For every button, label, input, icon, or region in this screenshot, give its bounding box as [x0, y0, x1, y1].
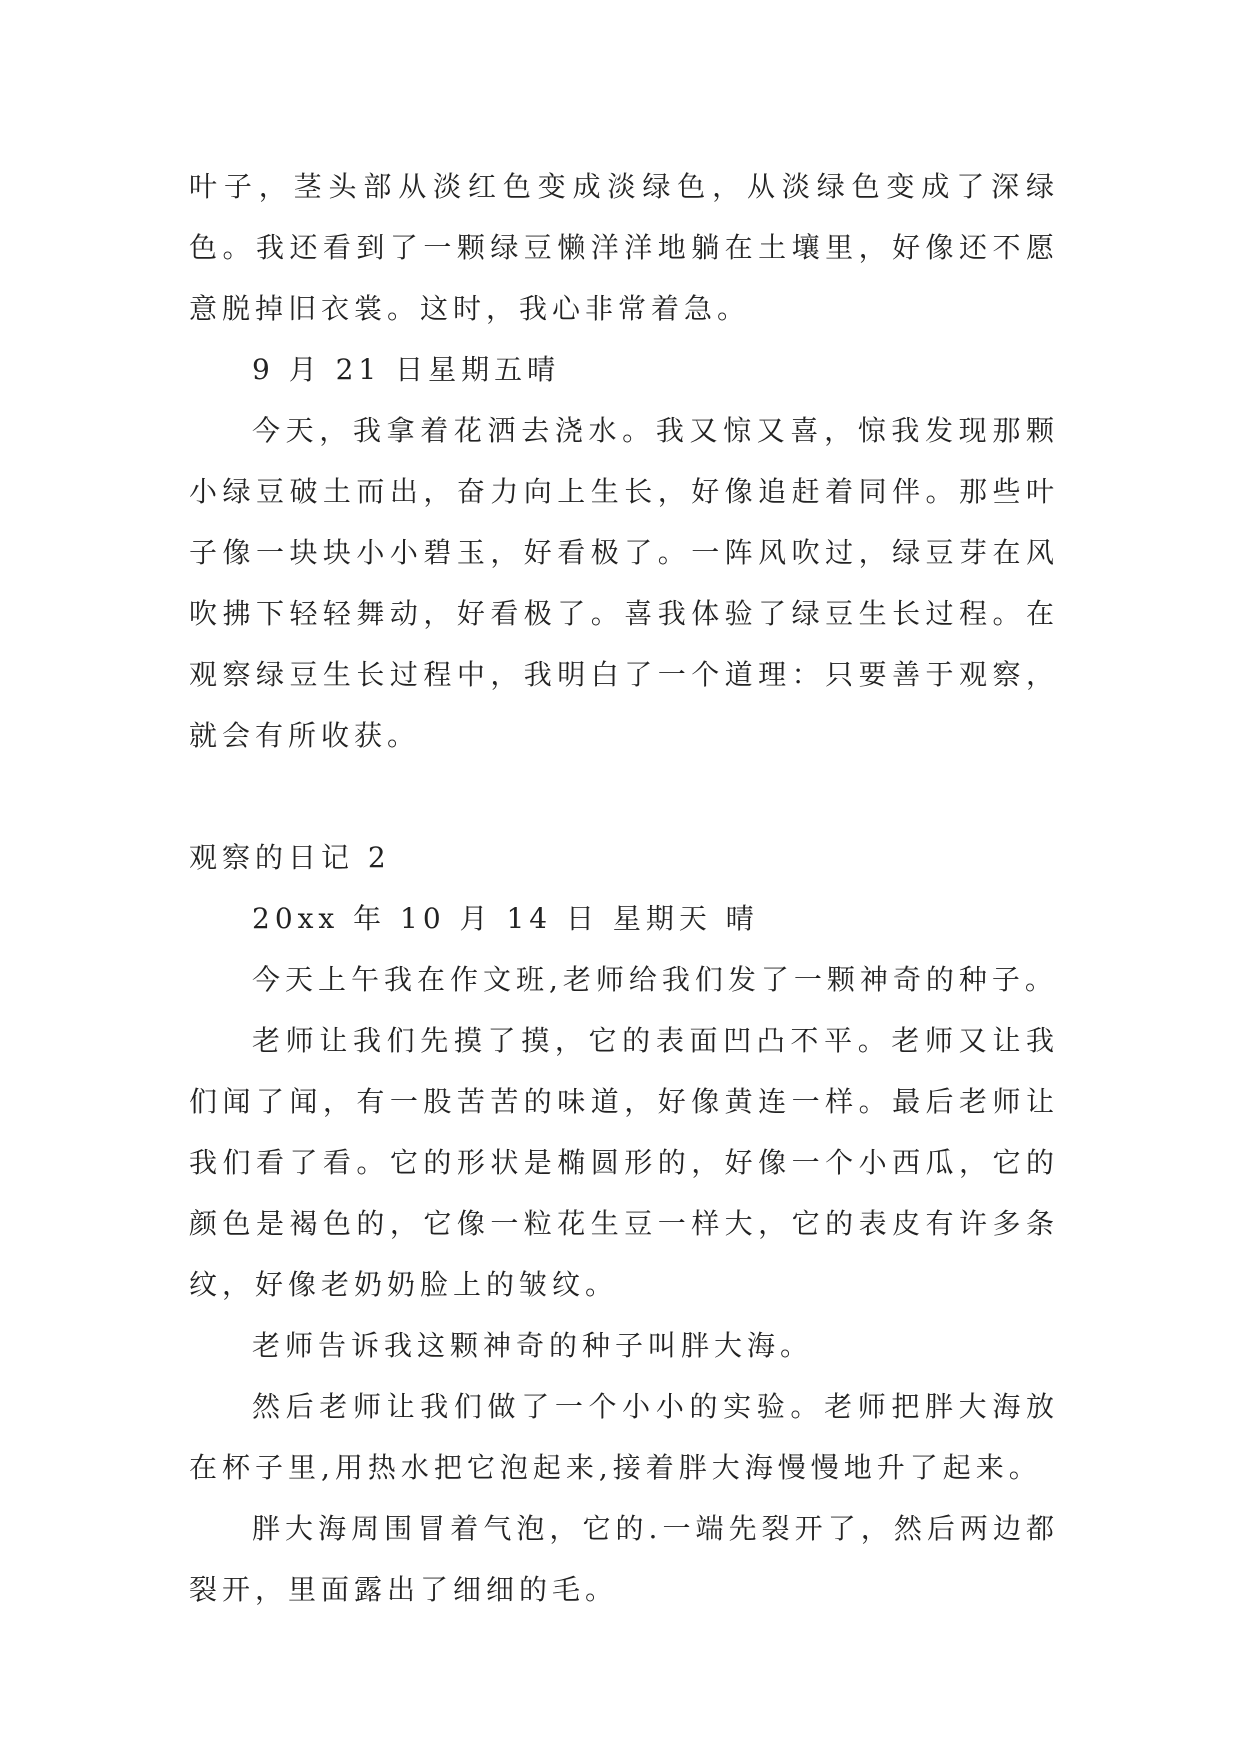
diary-date-line: 20xx 年 10 月 14 日 星期天 晴 — [252, 902, 759, 935]
diary-date-line: 9 月 21 日星期五晴 — [252, 353, 561, 386]
diary-paragraph: 然后老师让我们做了一个小小的实验。老师把胖大海放在杯子里,用热水把它泡起来,接着胖大海慢慢地升了起来。 — [189, 1390, 1059, 1484]
diary-paragraph: 老师让我们先摸了摸，它的表面凹凸不平。老师又让我们闻了闻，有一股苦苦的味道，好像黄连一样。最后老师让我们看了看。它的形状是椭圆形的，好像一个小西瓜，它的颜色是褐色的，它像一粒花生豆一样大，它的表皮有许多条纹，好像老奶奶脸上的皱纹。 — [189, 1024, 1059, 1301]
section-title: 观察的日记 2 — [189, 841, 391, 874]
diary-paragraph: 老师告诉我这颗神奇的种子叫胖大海。 — [252, 1329, 814, 1362]
diary-paragraph: 胖大海周围冒着气泡，它的.一端先裂开了，然后两边都裂开，里面露出了细细的毛。 — [189, 1512, 1059, 1606]
document-page — [189, 156, 1059, 1620]
paragraph-continued: 叶子，茎头部从淡红色变成淡绿色，从淡绿色变成了深绿色。我还看到了一颗绿豆懒洋洋地躺在土壤里，好像还不愿意脱掉旧衣裳。这时，我心非常着急。 — [189, 170, 1059, 325]
diary-paragraph: 今天上午我在作文班,老师给我们发了一颗神奇的种子。 — [252, 963, 1058, 996]
diary-paragraph: 今天，我拿着花洒去浇水。我又惊又喜，惊我发现那颗小绿豆破土而出，奋力向上生长，好像追赶着同伴。那些叶子像一块块小小碧玉，好看极了。一阵风吹过，绿豆芽在风吹拂下轻轻舞动，好看极了。喜我体验了绿豆生长过程。在观察绿豆生长过程中，我明白了一个道理：只要善于观察，就会有所收获。 — [189, 414, 1059, 752]
